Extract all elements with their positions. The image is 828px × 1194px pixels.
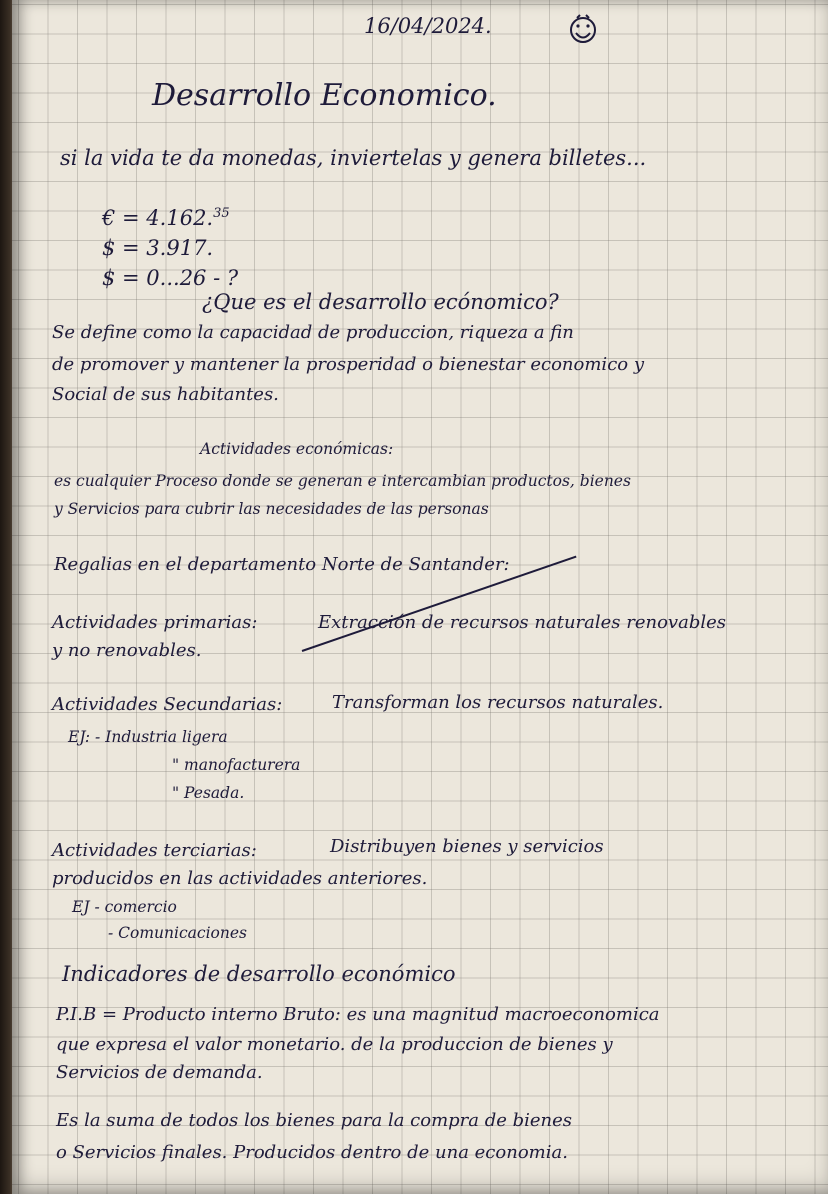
terciarias-label: Actividades terciarias: [52, 840, 257, 861]
indicadores-heading: Indicadores de desarrollo económico [62, 962, 456, 986]
example-item: " Pesada. [172, 784, 245, 802]
example-item: - Comunicaciones [108, 924, 247, 942]
dollar-rate: $ = 3.917. [102, 236, 214, 260]
suma-line: Es la suma de todos los bienes para la compra de bienes [56, 1110, 573, 1131]
regalias-heading: Regalias en el departamento Norte de Santander: [54, 554, 510, 575]
quote: si la vida te da monedas, inviertelas y genera billetes... [60, 146, 647, 170]
secundarias-text: Transforman los recursos naturales. [332, 692, 664, 713]
activities-heading: Actividades económicas: [200, 440, 394, 458]
activities-text: es cualquier Proceso donde se generan e intercambian productos, bienes [54, 472, 631, 490]
peso-rate: $ = 0...26 - ? [102, 266, 239, 290]
example-item: EJ: - Industria ligera [68, 728, 228, 746]
primarias-text: y no renovables. [52, 640, 202, 661]
primarias-text: Extracción de recursos naturales renovables [318, 612, 727, 633]
example-item: EJ - comercio [72, 898, 177, 916]
smiley-doodle-icon [568, 12, 598, 52]
primarias-label: Actividades primarias: [52, 612, 258, 633]
notebook-page [12, 0, 828, 1194]
question: ¿Que es el desarrollo ecónomico? [202, 290, 559, 314]
terciarias-text: producidos en las actividades anteriores. [52, 868, 428, 889]
definition-line: Se define como la capacidad de produccion, riqueza a fin [52, 322, 574, 343]
page-title: Desarrollo Economico. [152, 78, 497, 113]
activities-text: y Servicios para cubrir las necesidades de las personas [54, 500, 489, 518]
pib-line: P.I.B = Producto interno Bruto: es una magnitud macroeconomica [56, 1004, 660, 1025]
example-item: " manofacturera [172, 756, 301, 774]
definition-line: de promover y mantener la prosperidad o bienestar economico y [52, 354, 644, 375]
pib-line: que expresa el valor monetario. de la produccion de bienes y [56, 1034, 613, 1055]
terciarias-text: Distribuyen bienes y servicios [330, 836, 604, 857]
definition-line: Social de sus habitantes. [52, 384, 279, 405]
suma-line: o Servicios finales. Producidos dentro de una economia. [56, 1142, 568, 1163]
date: 16/04/2024. [364, 14, 492, 38]
euro-rate: € = 4.162.35 [102, 206, 230, 230]
pib-line: Servicios de demanda. [56, 1062, 263, 1083]
secundarias-label: Actividades Secundarias: [52, 694, 283, 715]
